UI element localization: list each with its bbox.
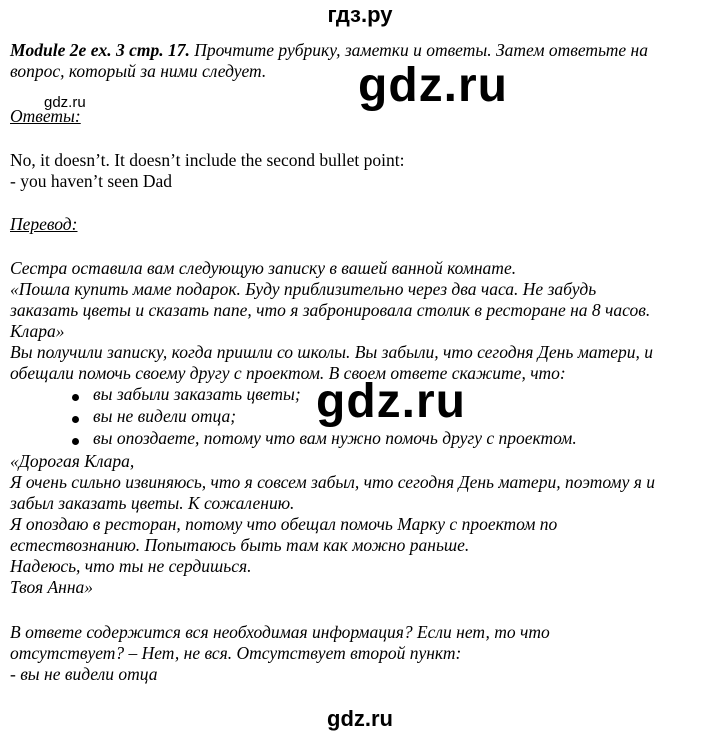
bullet-dot <box>72 416 79 423</box>
task-line-1 <box>10 40 648 61</box>
answers-heading: Ответы: <box>10 106 81 126</box>
translation-line: Вы получили записку, когда пришли со школы. Вы забыли, что сегодня День матери, и <box>10 342 654 362</box>
letter-line: забыл заказать цветы. К сожалению. <box>10 493 295 513</box>
answer-line-2: - you haven’t seen Dad <box>10 171 172 191</box>
letter-line: Твоя Анна» <box>10 577 94 597</box>
letter-line: «Дорогая Клара, <box>10 451 135 471</box>
translation-heading: Перевод: <box>10 214 78 234</box>
translation-line: «Пошла купить маме подарок. Буду приблизительно через два часа. Не забудь <box>10 279 597 299</box>
answer-line-1: No, it doesn’t. It doesn’t include the second bullet point: <box>10 150 405 170</box>
translation-line: обещали помочь своему другу с проектом. В своем ответе скажите, что: <box>10 363 566 383</box>
bullet-item: вы не видели отца; <box>93 406 237 426</box>
bullet-dot <box>72 394 79 401</box>
watermark-big-2: gdz.ru <box>316 375 466 428</box>
question-line: В ответе содержится вся необходимая информация? Если нет, то что <box>10 622 550 642</box>
site-footer: gdz.ru <box>327 706 393 731</box>
site-header: гдз.ру <box>327 2 393 27</box>
translation-line: заказать цветы и сказать папе, что я забронировала столик в ресторане на 8 часов. <box>10 300 651 320</box>
translation-line: Клара» <box>10 321 65 341</box>
bullet-item: вы забыли заказать цветы; <box>93 384 301 404</box>
watermark-small: gdz.ru <box>44 94 86 111</box>
question-line: - вы не видели отца <box>10 664 158 684</box>
letter-line: Я очень сильно извиняюсь, что я совсем забыл, что сегодня День матери, поэтому я и <box>10 472 655 492</box>
translation-line: Сестра оставила вам следующую записку в вашей ванной комнате. <box>10 258 517 278</box>
task-reference: Module 2e ex. 3 стр. 17. <box>10 40 190 60</box>
task-text-1: Прочтите рубрику, заметки и ответы. Затем ответьте на <box>189 40 648 60</box>
letter-line: естествознанию. Попытаюсь быть там как можно раньше. <box>10 535 470 555</box>
task-text-2: вопрос, который за ними следует. <box>10 61 267 81</box>
letter-line: Надеюсь, что ты не сердишься. <box>10 556 252 576</box>
watermark-big-1: gdz.ru <box>358 59 508 112</box>
letter-line: Я опоздаю в ресторан, потому что обещал помочь Марку с проектом по <box>10 514 558 534</box>
bullet-item: вы опоздаете, потому что вам нужно помочь другу с проектом. <box>93 428 577 448</box>
question-line: отсутствует? – Нет, не вся. Отсутствует второй пункт: <box>10 643 462 663</box>
bullet-dot <box>72 438 79 445</box>
